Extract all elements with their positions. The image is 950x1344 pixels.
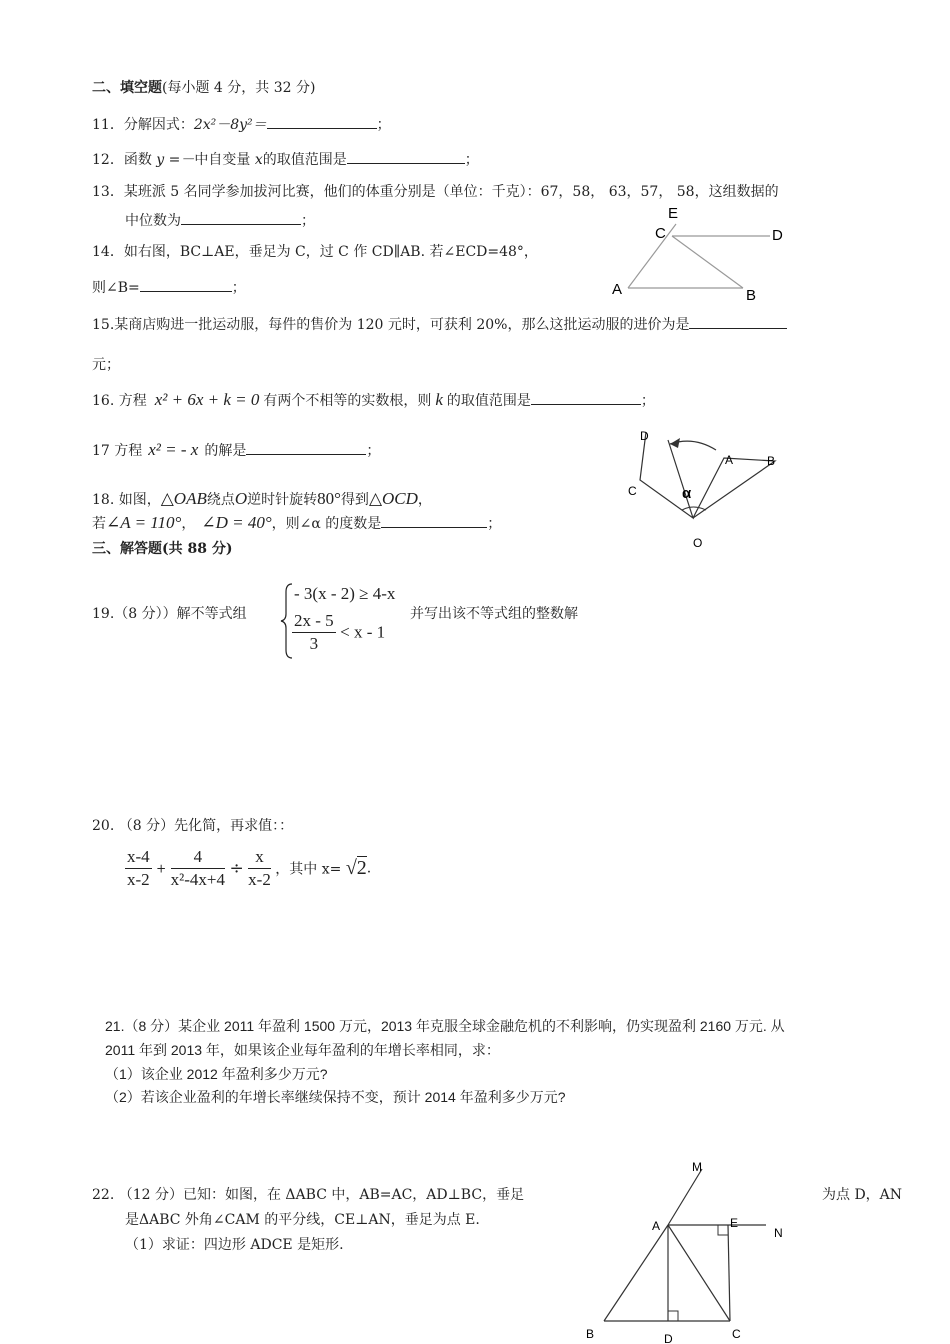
q18-line-1 bbox=[92, 489, 432, 510]
q18-point-o: O bbox=[234, 489, 248, 508]
q19-numerator: 2x - 5 bbox=[292, 610, 336, 633]
line-am bbox=[668, 1169, 702, 1225]
q20-text: 20. （8 分）先化简，再求值：： bbox=[92, 818, 294, 834]
q22-line-2: 是ΔABC 外角∠CAM 的平分线，CE⊥AN，垂足为点 E. bbox=[125, 1212, 480, 1228]
triangle-ocd bbox=[640, 432, 693, 518]
section-2-heading bbox=[92, 78, 315, 98]
label-d: D bbox=[772, 227, 783, 244]
label-b: B bbox=[746, 287, 757, 304]
q18-text-a: 18. 如图， bbox=[92, 492, 161, 508]
q17-number: 17 方程 bbox=[92, 443, 143, 459]
figure-22 bbox=[580, 1155, 810, 1344]
q16-answer-blank[interactable] bbox=[531, 390, 641, 405]
q17-text: 的解是 bbox=[204, 443, 247, 459]
section-2-title: 二、填空题 bbox=[92, 80, 162, 96]
line-ac bbox=[668, 1225, 730, 1321]
q18-text-c: 逆时针旋转 bbox=[247, 492, 318, 508]
line-ce bbox=[728, 1225, 730, 1321]
q19-text: 19.（8 分））解不等式组 bbox=[92, 606, 247, 622]
question-17 bbox=[92, 440, 380, 461]
q13-answer-blank[interactable] bbox=[181, 210, 301, 225]
label-a: A bbox=[612, 281, 623, 298]
q20-frac3-numerator: x bbox=[248, 846, 271, 869]
q20-tail: ，其中 x= bbox=[275, 861, 342, 878]
q18-end: ； bbox=[487, 516, 502, 532]
q14-end: ； bbox=[231, 280, 246, 296]
q19-inequality-1: - 3(x - 2) ≥ 4-x bbox=[294, 584, 396, 603]
q21-line-3: （1）该企业 2012 年盈利多少万元? bbox=[105, 1066, 328, 1082]
q11-text: 分解因式： bbox=[123, 117, 194, 133]
q18-triangle-oab: △OAB bbox=[160, 489, 207, 508]
q18-text-b: 绕点 bbox=[206, 492, 235, 508]
line-ab bbox=[604, 1225, 668, 1321]
label-d: D bbox=[640, 429, 649, 443]
q22-line-1a: 22. （12 分）已知：如图，在 ΔABC 中，AB=AC，AD⊥BC，垂足 bbox=[92, 1187, 525, 1203]
q17-equation: x² = - x bbox=[148, 440, 199, 459]
q16-end: ； bbox=[640, 393, 655, 409]
label-m: M bbox=[692, 1160, 702, 1174]
q17-end: ； bbox=[366, 443, 381, 459]
q18-sep: ， bbox=[181, 516, 196, 532]
label-n: N bbox=[774, 1226, 783, 1240]
q20-frac1-numerator: x-4 bbox=[125, 846, 152, 869]
q15-answer-blank[interactable] bbox=[689, 314, 787, 329]
label-b: B bbox=[767, 454, 776, 468]
q18-text-e: ， bbox=[417, 492, 432, 508]
q19-denominator: 3 bbox=[309, 634, 319, 653]
line-cb bbox=[672, 236, 743, 288]
label-a: A bbox=[652, 1219, 661, 1233]
label-c: C bbox=[732, 1327, 741, 1341]
q20-dot: . bbox=[366, 860, 372, 877]
q21-line-2: 2011 年到 2013 年，如果该企业每年盈利的年增长率相同，求： bbox=[105, 1042, 500, 1058]
q19-tail: 并写出该不等式组的整数解 bbox=[410, 606, 578, 622]
label-e: E bbox=[730, 1216, 739, 1230]
q14-answer-blank[interactable] bbox=[140, 277, 232, 292]
q18-text-g: ，则∠α 的度数是 bbox=[271, 516, 382, 532]
label-alpha: α bbox=[682, 485, 692, 502]
q18-angle-d: ∠D = 40° bbox=[201, 513, 272, 532]
q20-sqrt: √2 bbox=[345, 857, 367, 879]
q12-number: 12． bbox=[92, 152, 124, 168]
right-angle-e bbox=[718, 1225, 728, 1235]
q20-plus: + bbox=[156, 861, 167, 876]
q22-line-3: （1）求证：四边形 ADCE 是矩形. bbox=[125, 1237, 344, 1253]
q16-equation: x² + 6x + k = 0 bbox=[154, 390, 260, 409]
q21-line-4: （2）若该企业盈利的年增长率继续保持不变，预计 2014 年盈利多少万元? bbox=[105, 1089, 566, 1105]
q18-angle-80: 80° bbox=[317, 489, 341, 508]
label-c: C bbox=[655, 225, 666, 242]
q12-text-b: 中自变量 bbox=[194, 152, 255, 168]
line-ea bbox=[628, 224, 676, 288]
q18-angle-a: ∠A = 110° bbox=[106, 513, 182, 532]
q16-text: 有两个不相等的实数根，则 bbox=[263, 393, 432, 409]
angle-alpha-arc bbox=[682, 507, 706, 510]
q12-text-a: 函数 bbox=[123, 152, 157, 168]
label-o: O bbox=[693, 536, 703, 550]
q15-line-2: 元； bbox=[92, 357, 120, 373]
section-2-note: (每小题 4 分，共 32 分) bbox=[162, 80, 316, 96]
q12-variable: x bbox=[254, 152, 263, 168]
q20-expression bbox=[125, 846, 371, 891]
question-11 bbox=[92, 114, 391, 135]
q18-text-d: 得到 bbox=[340, 492, 369, 508]
q19-inequality-2 bbox=[292, 610, 385, 655]
q11-end: ； bbox=[376, 117, 391, 133]
q20-divide: ÷ bbox=[229, 858, 244, 879]
q16-number: 16. 方程 bbox=[92, 393, 147, 409]
q20-frac1-denominator: x-2 bbox=[127, 870, 150, 889]
q20-frac2-numerator: 4 bbox=[171, 846, 225, 869]
q11-answer-blank[interactable] bbox=[267, 114, 377, 129]
label-a: A bbox=[725, 453, 734, 467]
section-3-title: 三、解答题(共 88 分) bbox=[92, 541, 233, 557]
q12-function: y =－ bbox=[156, 152, 195, 168]
q15-line-1: 15.某商店购进一批运动服，每件的售价为 120 元时，可获利 20%，那么这批运动服的进价为是 bbox=[92, 317, 690, 333]
label-b: B bbox=[586, 1327, 595, 1341]
question-12 bbox=[92, 149, 479, 170]
q14-line-2 bbox=[92, 277, 246, 298]
q18-text-f: 若 bbox=[92, 516, 106, 532]
q14-label: 则∠B= bbox=[92, 280, 140, 296]
q20-frac2-denominator: x²-4x+4 bbox=[170, 870, 225, 889]
q13-label: 中位数为 bbox=[125, 213, 181, 229]
q20-frac3-denominator: x-2 bbox=[248, 870, 271, 889]
figure-14 bbox=[600, 200, 800, 305]
q13-line-2 bbox=[125, 210, 315, 231]
q12-text-c: 的取值范围是 bbox=[262, 152, 347, 168]
question-15 bbox=[92, 314, 787, 335]
label-c: C bbox=[628, 484, 637, 498]
q11-expression: 2x²－8y²＝ bbox=[193, 117, 267, 133]
q13-line-1: 13．某班派 5 名同学参加拔河比赛，他们的体重分别是（单位：千克）：67，58， 63，57， 58，这组数据的 bbox=[92, 184, 779, 200]
q20-sqrt-value: 2 bbox=[356, 857, 367, 879]
q13-end: ； bbox=[301, 213, 315, 229]
q18-triangle-ocd: △OCD bbox=[368, 489, 418, 508]
label-d: D bbox=[664, 1332, 673, 1344]
q19-rhs: < x - 1 bbox=[340, 622, 386, 642]
q16-k: k bbox=[435, 390, 443, 409]
q18-answer-blank[interactable] bbox=[381, 513, 487, 528]
label-e: E bbox=[668, 205, 679, 222]
q22-line-1b: 为点 D，AN bbox=[822, 1187, 903, 1203]
triangle-oab bbox=[693, 458, 775, 518]
q17-answer-blank[interactable] bbox=[246, 440, 366, 455]
q18-line-2 bbox=[92, 513, 501, 534]
q21-line-1: 21.（8 分）某企业 2011 年盈利 1500 万元，2013 年克服全球金融危机的不利影响，仍实现盈利 2160 万元. 从 bbox=[105, 1018, 785, 1034]
q12-answer-blank[interactable] bbox=[347, 149, 465, 164]
q11-number: 11． bbox=[92, 117, 124, 133]
q16-text-2: 的取值范围是 bbox=[446, 393, 531, 409]
question-16 bbox=[92, 390, 655, 411]
figure-18 bbox=[620, 420, 790, 550]
q14-line-1: 14．如右图，BC⊥AE，垂足为 C，过 C 作 CD∥AB. 若∠ECD=48°， bbox=[92, 244, 538, 260]
right-angle-d bbox=[668, 1311, 678, 1321]
q12-end: ； bbox=[464, 152, 479, 168]
